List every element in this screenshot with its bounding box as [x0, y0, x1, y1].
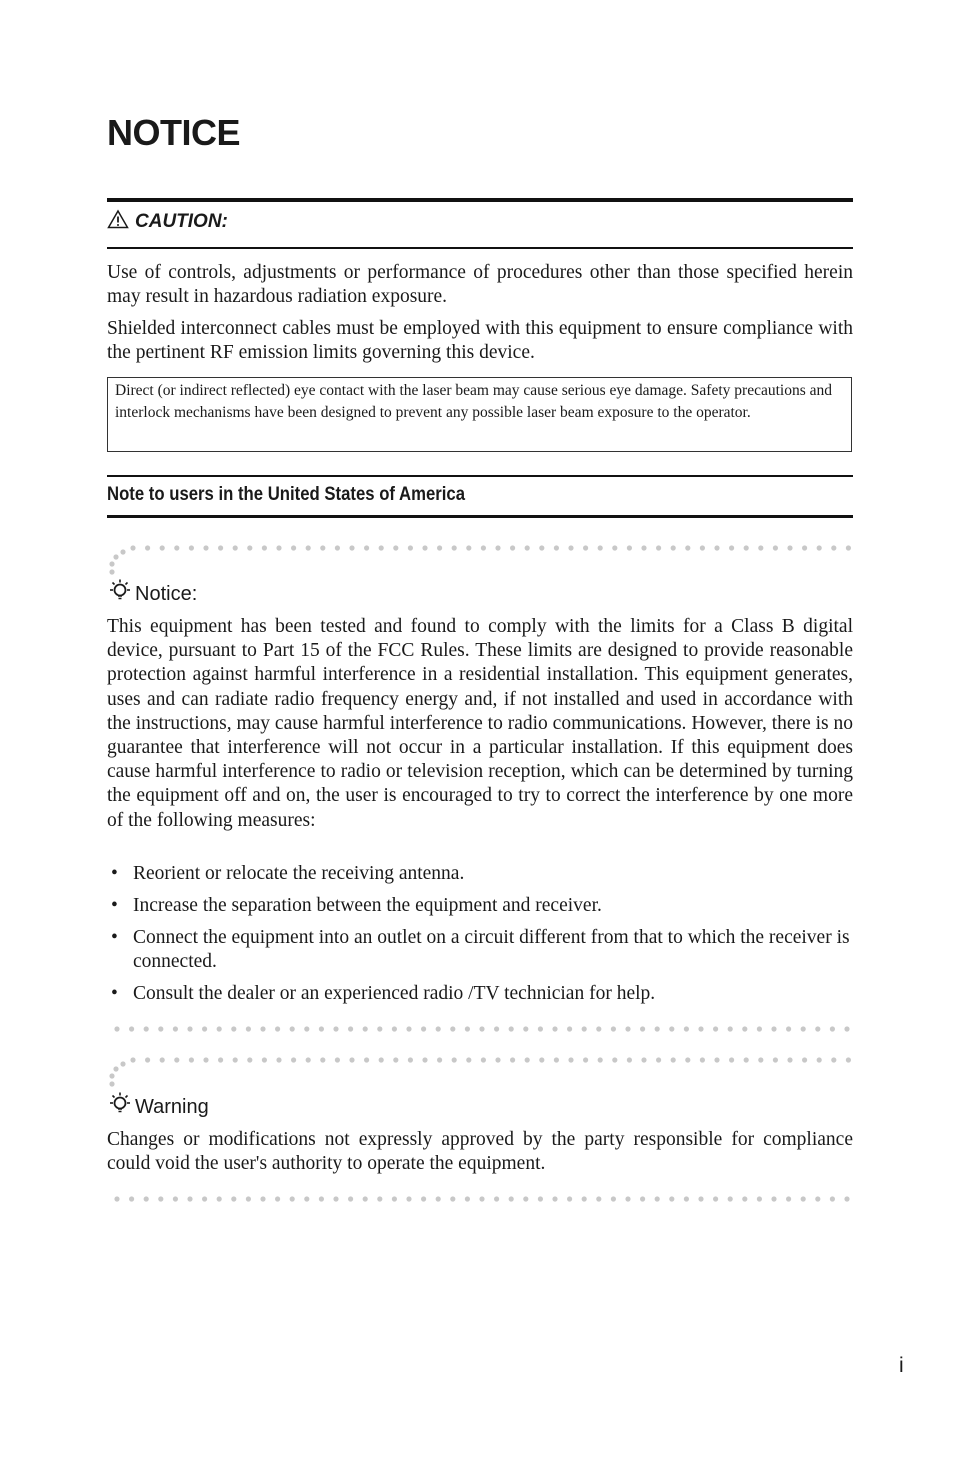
laser-warning-box: Direct (or indirect reflected) eye contact with the laser beam may cause serious eye damage. Safety precautions and interlock mechanisms have been designed to prevent any possible laser beam exposure to the operator. [107, 377, 852, 452]
list-item-text: Connect the equipment into an outlet on a circuit different from that to which the receiver is connected. [133, 927, 850, 972]
bullet-icon: • [111, 863, 118, 884]
warning-heading-label: Warning [135, 1095, 209, 1118]
caution-top-rule [107, 198, 853, 202]
warning-heading [107, 1091, 209, 1123]
warning-triangle-icon [107, 209, 135, 235]
notice-body: This equipment has been tested and found to comply with the limits for a Class B digital device, pursuant to Part 15 of the FCC Rules. These limits are designed to provide reasonable protection against harmful interference in a residential installation. This equipment generates, uses and can radiate radio frequency energy and, if not installed and used in accordance with the instructions, may cause harmful interference to radio communications. However, there is no guarantee that interference will not occur in a particular installation. If this equipment does cause harmful interference to radio or television reception, which can be determined by turning the equipment off and on, the user is encouraged to try to correct the interference by one more of the following measures: [107, 616, 853, 831]
page-title: NOTICE [107, 112, 241, 153]
caution-heading-label: CAUTION: [135, 211, 228, 232]
bullet-icon: • [111, 983, 118, 1004]
measures-list [107, 862, 853, 1014]
section-heading: Note to users in the United States of America [107, 484, 466, 505]
list-item-text: Consult the dealer or an experienced radio /TV technician for help. [133, 983, 656, 1004]
list-item [107, 894, 853, 918]
section-top-rule [107, 475, 853, 477]
caution-paragraph-2: Shielded interconnect cables must be employed with this equipment to ensure compliance with the pertinent RF emission limits governing this device. [107, 318, 853, 364]
caution-heading [107, 209, 228, 235]
list-item-text: Reorient or relocate the receiving antenna. [133, 863, 465, 884]
notice-dotted-top [128, 543, 853, 553]
list-item [107, 926, 853, 974]
warning-dotted-bottom [112, 1194, 853, 1204]
list-item [107, 862, 853, 886]
caution-bottom-rule [107, 247, 853, 249]
notice-dotted-corner [107, 549, 129, 577]
notice-dotted-bottom [112, 1024, 853, 1034]
lightbulb-icon [107, 578, 133, 610]
section-bottom-rule [107, 515, 853, 518]
page-number: i [899, 1354, 904, 1377]
list-item-text: Increase the separation between the equipment and receiver. [133, 895, 602, 916]
lightbulb-icon [107, 1091, 133, 1123]
notice-heading-label: Notice: [135, 582, 198, 605]
list-item [107, 982, 853, 1006]
warning-body: Changes or modifications not expressly approved by the party responsible for compliance could void the user's authority to operate the equipment. [107, 1129, 853, 1175]
bullet-icon: • [111, 927, 118, 948]
warning-dotted-top [128, 1055, 853, 1065]
notice-heading [107, 578, 197, 610]
caution-paragraph-1: Use of controls, adjustments or performance of procedures other than those specified herein may result in hazardous radiation exposure. [107, 262, 853, 308]
bullet-icon: • [111, 895, 118, 916]
warning-dotted-corner [107, 1061, 129, 1089]
